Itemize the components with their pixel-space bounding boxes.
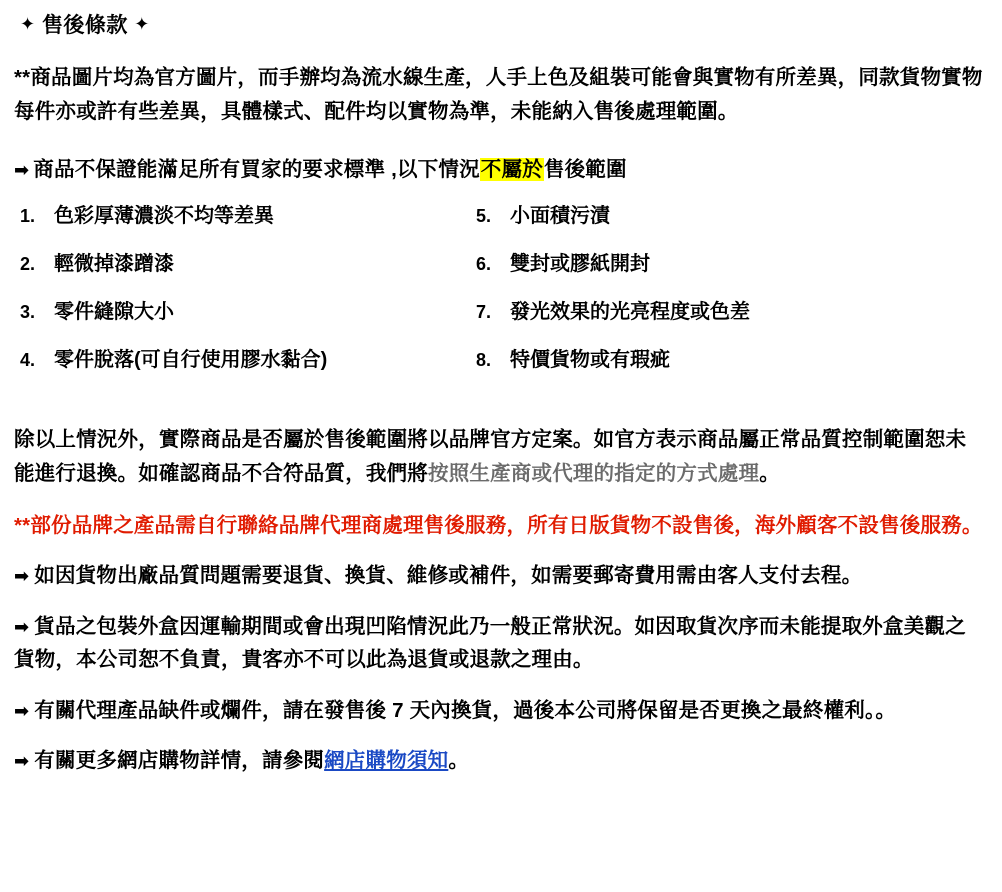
note-more-info	[14, 745, 984, 778]
list-item-label: 雙封或膠紙開封	[510, 253, 650, 276]
note-packaging	[14, 611, 984, 677]
list-item-label: 特價貨物或有瑕疵	[510, 349, 670, 372]
list-item	[20, 347, 464, 373]
note-shipping	[14, 560, 984, 593]
star-right-icon: ✦	[134, 14, 150, 34]
list-item	[476, 299, 944, 325]
red-notice: **部份品牌之產品需自行聯絡品牌代理商處理售後服務，所有日版貨物不設售後，海外顧客不設售後服務。	[14, 513, 983, 537]
list-item-label: 發光效果的光亮程度或色差	[510, 301, 750, 324]
list-item-label: 零件脫落(可自行使用膠水黏合)	[54, 349, 328, 372]
arrow-right-icon: ➡	[14, 700, 30, 721]
arrow-right-icon: ➡	[14, 751, 30, 772]
exclusion-heading-highlight: 不屬於	[480, 157, 543, 181]
star-left-icon: ✦	[20, 14, 36, 34]
page-title	[20, 12, 984, 39]
list-item-number: 5.	[476, 206, 492, 227]
policy-paragraph	[14, 423, 984, 489]
list-item-number: 3.	[20, 302, 36, 323]
note-packaging-text: 貨品之包裝外盒因運輸期間或會出現凹陷情況此乃一般正常狀況。如因取貨次序而未能提取外盒美觀之貨物，本公司恕不負責，貴客亦不可以此為退貨或退款之理由。	[14, 615, 966, 671]
list-item	[20, 299, 464, 325]
list-item	[20, 251, 464, 277]
exclusion-lists	[14, 203, 984, 395]
list-item	[476, 347, 944, 373]
page-title-text: 售後條款	[41, 14, 128, 37]
list-item-label: 色彩厚薄濃淡不均等差異	[54, 205, 274, 228]
list-item-label: 小面積污漬	[510, 205, 610, 228]
note-more-info-before: 有關更多網店購物詳情，請參閱	[34, 749, 325, 773]
list-item-number: 8.	[476, 350, 492, 371]
note-exchange	[14, 695, 984, 728]
list-item-label: 輕微掉漆蹭漆	[54, 253, 174, 276]
note-shipping-text: 如因貨物出廠品質問題需要退貨、換貨、維修或補件，如需要郵寄費用需由客人支付去程。	[34, 564, 863, 588]
list-item	[20, 203, 464, 229]
exclusion-heading-after: 售後範圍	[543, 157, 627, 181]
exclusion-heading	[14, 154, 984, 186]
note-exchange-text: 有關代理產品缺件或爛件，請在發售後 7 天內換貨，過後本公司將保留是否更換之最終權利。。	[34, 698, 897, 722]
list-item	[476, 203, 944, 229]
arrow-right-icon: ➡	[14, 617, 30, 638]
policy-paragraph-part3: 。	[759, 461, 780, 485]
list-item-number: 4.	[20, 350, 36, 371]
list-item	[476, 251, 944, 277]
policy-paragraph-part1: 除以上情況外，實際商品是否屬於售後範圍將以品牌官方定案。如官方表示商品屬正常品質控制範圍恕未能進行退換。如確認商品不合符品質，我們將	[14, 428, 967, 485]
list-item-label: 零件縫隙大小	[54, 301, 174, 324]
shopping-guide-link[interactable]: 網店購物須知	[324, 749, 449, 773]
list-item-number: 2.	[20, 254, 36, 275]
exclusion-heading-before: 商品不保證能滿足所有買家的要求標準 ,以下情況	[33, 157, 480, 181]
intro-paragraph: **商品圖片均為官方圖片，而手辦均為流水線生產，人手上色及組裝可能會與實物有所差異，同款貨物實物每件亦或許有些差異，具體樣式、配件均以實物為準，未能納入售後處理範圍。	[14, 66, 983, 123]
arrow-right-icon: ➡	[14, 566, 30, 587]
exclusion-list-left	[14, 203, 464, 395]
arrow-right-icon: ➡	[14, 159, 30, 180]
list-item-number: 1.	[20, 206, 36, 227]
policy-paragraph-grey: 按照生產商或代理的指定的方式處理	[428, 461, 760, 485]
list-item-number: 7.	[476, 302, 492, 323]
note-more-info-after: 。	[448, 749, 470, 773]
exclusion-list-right	[464, 203, 944, 395]
list-item-number: 6.	[476, 254, 492, 275]
